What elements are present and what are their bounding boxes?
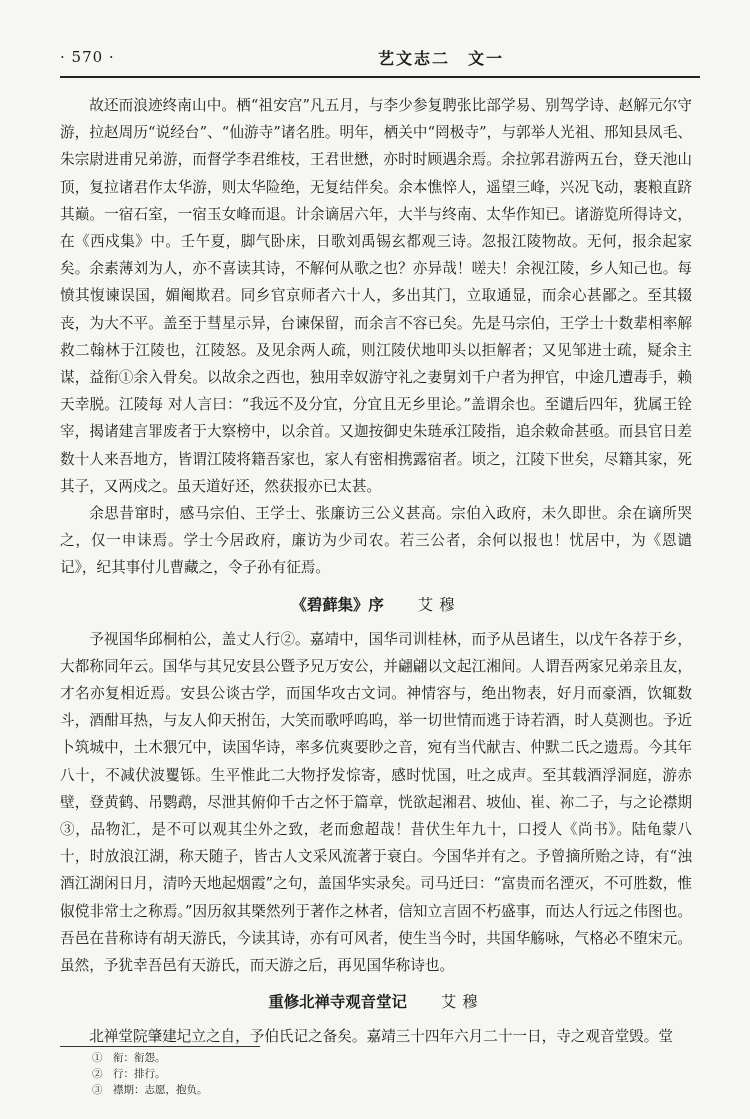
footnote-rule: [60, 1046, 260, 1047]
footnotes: [92, 1050, 208, 1098]
paragraph: 故还而浪迹终南山中。栖“祖安宫”凡五月，与李少参复聘张比部学易、别驾学诗、赵解元尔守游，拉赵周历“说经台”、“仙游寺”诸名胜。明年，栖关中“罔极寺”，与郭举人光祖、邢知县凤毛、朱宗尉进甫兄弟游，而督学李君维枝，王君世懋，亦时时顾遇余焉。余拉郭君游两五台，登天池山顶，复拉诸君作太华游，则太华险绝，无复结伴矣。余本憔悴人，遥望三峰，兴况飞动，裹粮直跻其巅。一宿石室，一宿玉女峰而退。计余谪居六年，大半与终南、太华作知已。诸游览所得诗文，在《西戍集》中。壬午夏，脚气卧床，日歌刘禹锡玄都观三诗。忽报江陵物故。无何，报余起家矣。余素薄刘为人，亦不喜读其诗，不解何从歌之也？亦异哉！嗟夫！余视江陵，乡人知己也。每愤其愎谏误国，媚阉欺君。同乡官京师者六十人，多出其门，立取通显，而余心甚鄙之。至其辍丧，为大不平。盖至于彗星示异，台谏保留，而余言不容已矣。先是马宗伯，王学士十数辈相率解救二翰林于江陵也，江陵怒。及见余两人疏，则江陵伏地叩头以拒解者；又见邹进士疏，疑余主谋，益衔①余入骨矣。以故余之西也，独用幸奴游守礼之妻舅刘千户者为押官，中途几遭毒手，赖天幸脱。江陵每 对人言曰：“我远不及分宜，分宜且无乡里论。”盖谓余也。至谴后四年，犹属王铨宰，揭诸建言罪废者于大察榜中，以余首。又迦按御史朱琏承江陵指，追余敕命甚亟。而县官日差数十人来吾地方，皆谓江陵将籍吾家也，家人有密相携露宿者。顷之，江陵下世矣，尽籍其家，死其子，又两戍之。虽天道好还，然获报亦已太甚。: [60, 97, 692, 495]
section-author: 艾穆: [440, 993, 484, 1012]
section-title-text: 《碧藓集》序: [291, 595, 384, 614]
footnote: ① 衔：衔怨。: [92, 1052, 166, 1064]
section-title-text: 重修北禅寺观音堂记: [268, 993, 407, 1012]
paragraph: 余思昔窜时，感马宗伯、王学士、张廉访三公义甚高。宗伯入政府，未久即世。余在谪所哭之，仅一申诔焉。学士今居政府，廉访为少司农。若三公者，余何以报也！忧居中，为《恩谴记》，纪其事付儿曹藏之，令子孙有征焉。: [60, 505, 692, 577]
header-rule: [60, 76, 700, 78]
paragraph: 北禅堂院肇建圮立之自，予伯氏记之备矣。嘉靖三十四年六月二十一日，寺之观音堂毁。堂: [89, 1028, 673, 1046]
paragraph: 予视国华邱桐柏公，盖丈人行②。嘉靖中，国华司训桂林，而予从邑诸生，以戊午各荐于乡，大都称同年云。国华与其兄安县公暨予兄万安公，并翩翩以文起江湘间。人谓吾两家兄弟亲且友，才名亦复相近焉。安县公谈古学，而国华攻古文词。神情容与，绝出物表，好月而豪酒，饮辄数斗，酒酣耳热，与友人仰天拊缶，大笑而歌呼呜呜，举一切世情而逃于诗若酒，时人莫测也。予近卜筑城中，土木猥冗中，读国华诗，率多伉爽要眇之音，宛有当代献吉、仲默二氏之遗焉。今其年八十，不减伏波矍铄。生平惟此二大物抒发悰寄，感时忧国，吐之成声。至其载酒浮洞庭，游赤壁，登黄鹤、吊鹦鹉，尽泄其俯仰千古之怀于篇章，恍欲起湘君、坡仙、崔、祢二子，与之论襟期③，品物汇，是不可以观其尘外之致，老而愈超哉！昔伏生年九十，口授人《尚书》。陆龟蒙八十，时放浪江湖，称天随子，皆古人文采风流著于衰白。今国华并有之。予曾摘所贻之诗，有“浊酒江湖闲日月，清吟天地起烟霞”之句，盖国华实录矣。司马迁曰：“富贵而名湮灭，不可胜数，惟俶傥非常士之称焉。”因历叙其槩然列于著作之林者，信知立言固不朽盛事，而达人行远之伟图也。吾邑在昔称诗有胡天游氏，今读其诗，亦有可风者，使生当今时，共国华觞咏，气格必不堕宋元。虽然，予犹幸吾邑有天游氏，而天游之后，再见国华称诗也。: [60, 630, 692, 975]
footnote: ② 行：排行。: [92, 1068, 166, 1080]
page-header: [60, 44, 700, 74]
page-body: [60, 92, 692, 1051]
page-number: · 570 ·: [60, 48, 115, 66]
section-title: [60, 987, 692, 1017]
section-author: 艾穆: [417, 595, 461, 614]
footnote: ③ 襟期：志愿，抱负。: [92, 1084, 208, 1096]
running-title: 艺文志二 文一: [378, 49, 505, 68]
section-title: [60, 590, 692, 620]
